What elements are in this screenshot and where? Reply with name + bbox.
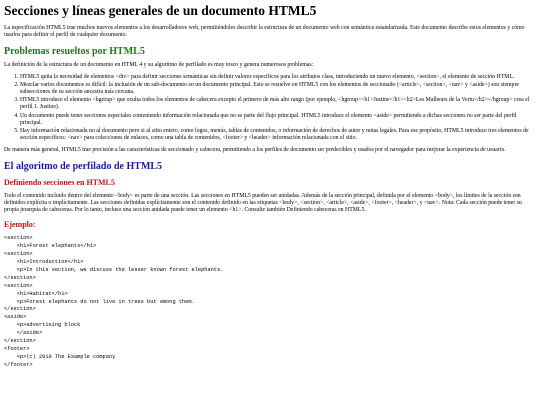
algorithm-body: Todo el contenido incluido dentro del elemento <body> es parte de una sección. Las secciones en HTML5 pueden ser anidadas. Además de la sección principal, definida por el elemento <body>, los límites de la sección son definidos explícita o implícitamente. Las secciones definidas explícitamente son el contenido definido en las etiquetas <body>, <section>, <article>, <aside>, <footer>, <header>, y <nav>. Nota: Cada sección puede tener su propia jerarquía de cabeceras. Por lo tanto, incluso una sección anidada puede tener un elemento <h1>. Consulte también Definiendo cabeceras en HTML5. bbox=[4, 193, 522, 214]
problems-heading: Problemas resueltos por HTML5 bbox=[4, 45, 145, 57]
list-item: 4. Un documento puede tener secciones especiales conteniendo información relacionada que no es parte del flujo principal. HTML5 introduce el elemento <aside> permitiendo a dichas secciones no ser parte del perfil principal. bbox=[20, 113, 536, 127]
algorithm-heading: El algoritmo de perfilado de HTML5 bbox=[4, 160, 163, 172]
intro-paragraph: La especificación HTML5 trae muchos nuevos elementos a los desarrolladores web, permitiéndoles describir la estructura de un documento web con semántica estandarizada. Este documento describe estos elementos y cómo usarlos para definir el perfil de cualquier documento. bbox=[4, 24, 525, 38]
problems-closing: De manera más general, HTML5 trae precisión a las características de seccionado y cabecera, permitiendo a los perfiles de documento ser predecibles y usados por el navegador para mejorar la experiencia de usuario. bbox=[4, 146, 506, 153]
problems-lead: La definición de la estructura de un documento en HTML 4 y su algoritmo de perfilado es muy tosco y genera numerosos problemas: bbox=[4, 62, 314, 69]
code-example: <section> <h1>Forest elephants</h1> <section> <h1>Introduction</h1> <p>In this section, we discuss the lesser known forest elephants. </section> <section> <h1>Habitat</h1> <p>Forest elephants do not live in trees but among them. </section> <aside> <p>advertising block </aside> </section> <footer> <p>(c) 2010 The Example company </footer> bbox=[4, 235, 224, 369]
list-item: 2. Mezclar varios documentos es difícil: la inclusión de un sub-documento en un documento principal. Esto se resuelve en HTML5 con los elementos de seccionado (<article>, <section>, <nav> y <aside>) son siempre subsecciones de su sección ancestra más cercana. bbox=[20, 82, 536, 96]
list-item: 3. HTML5 introduce el elemento <hgroup> que oculta todos los elementos de cabecera excepto el primero de más alto rango (por ejemplo, <hgroup><h1>Justine</h1><h2>Les Malheurs de la Vertu</h2></hgroup> crea el perfil 1. Justine). bbox=[20, 97, 536, 111]
sections-subheading: Definiendo secciones en HTML5 bbox=[4, 178, 115, 188]
list-item: 5. Hay información relacionada no al documento pero si al sitio entero, como logos, menús, tablas de contenidos, o información de derechos de autor y notas legales. Para ese propósito, HTML5 introduce tres elementos de sección específicos: <nav> para colecciones de enlaces, como una tabla de contenidos, <footer> y <header> información relacionada con el sitio. bbox=[20, 128, 536, 142]
problems-list bbox=[4, 74, 536, 142]
example-heading: Ejemplo: bbox=[4, 220, 36, 230]
page-title: Secciones y líneas generales de un documento HTML5 bbox=[4, 3, 317, 18]
list-item: 1. HTML5 quita la necesidad de elementos <div> para definir secciones semánticas sin definir valores específicos para los atributos class, introduciendo un nuevo elemento, <section>, el elemento de sección HTML. bbox=[20, 74, 536, 81]
